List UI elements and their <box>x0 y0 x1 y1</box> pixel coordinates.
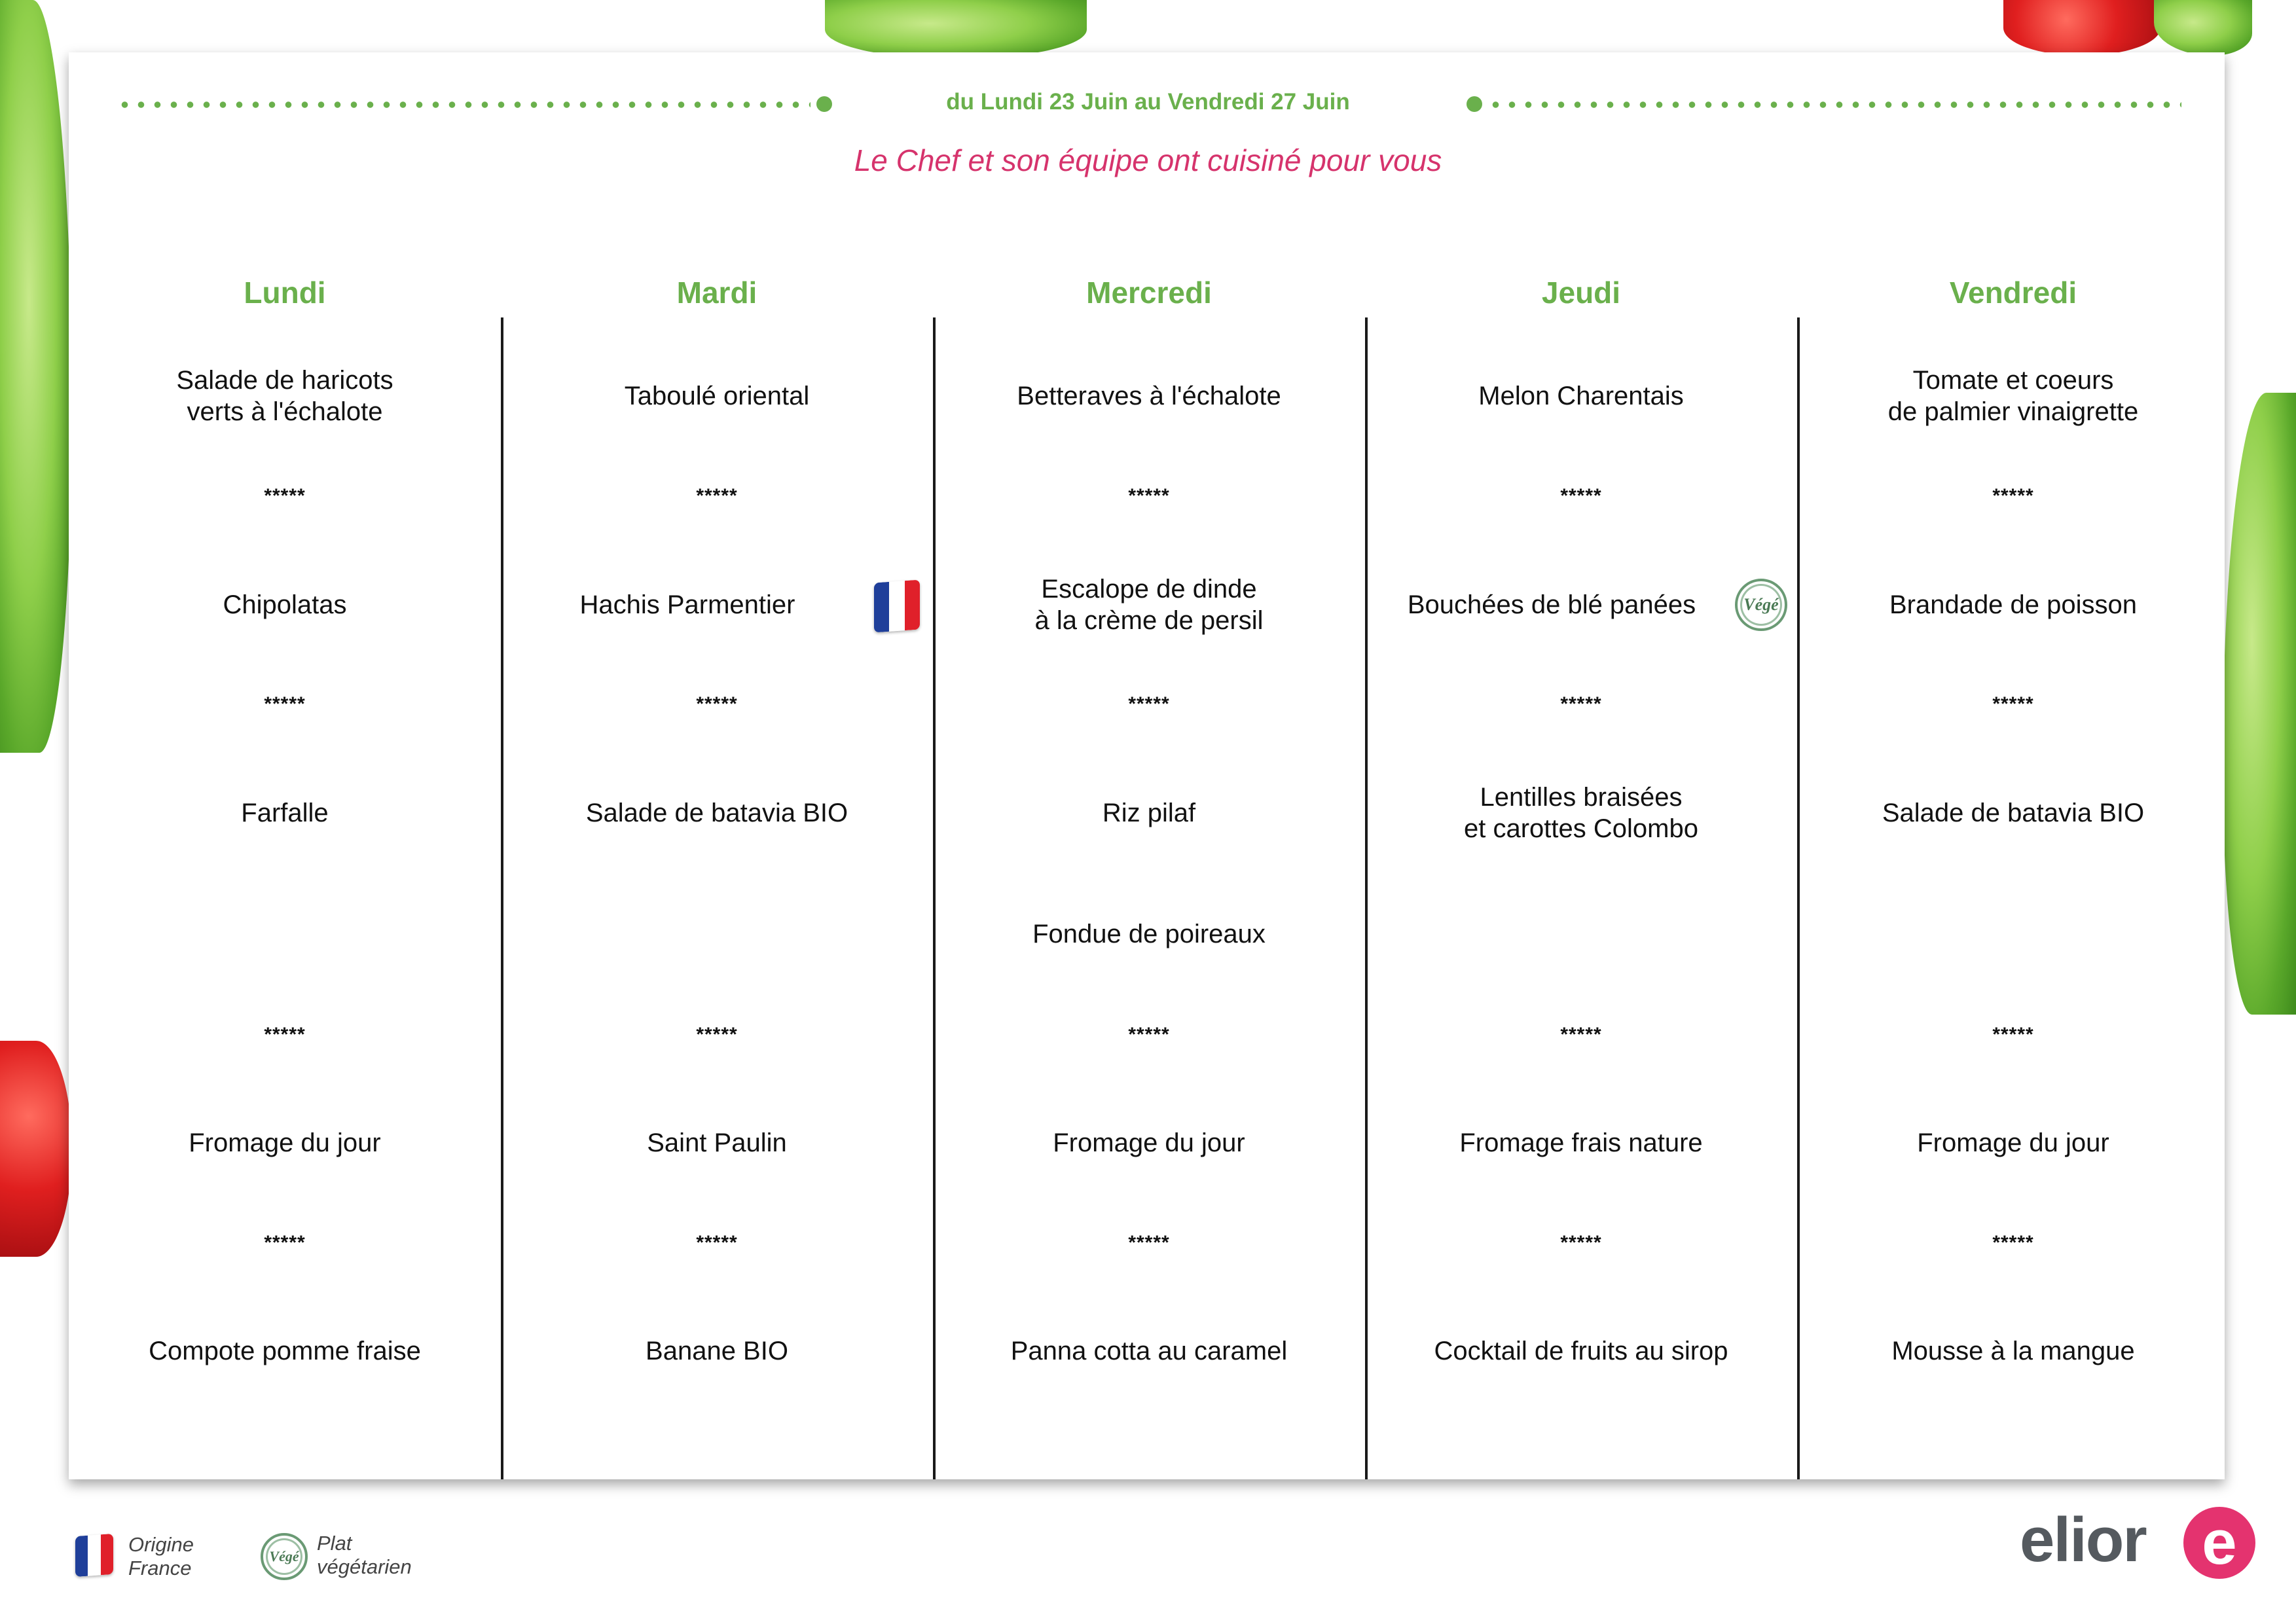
course-separator: ***** <box>1128 693 1170 715</box>
legend-vegetarian-icon: Végé <box>261 1533 308 1580</box>
menu-item-accompagnement: Farfalle <box>241 799 329 827</box>
menu-item-accompagnement: Salade de batavia BIO <box>585 799 848 827</box>
legend-vege-label <box>317 1532 412 1579</box>
course-separator: ***** <box>264 485 306 507</box>
lettuce-top-decoration <box>825 0 1087 59</box>
day-header-lundi: Lundi <box>244 276 326 310</box>
legend-origine-line2: France <box>128 1557 192 1579</box>
course-separator: ***** <box>1560 1232 1602 1254</box>
menu-card <box>69 52 2225 1479</box>
day-header-mercredi: Mercredi <box>1086 276 1212 310</box>
legend-origine-line1: Origine <box>128 1533 194 1556</box>
menu-item-dessert: Cocktail de fruits au sirop <box>1434 1337 1728 1365</box>
menu-item-entree: Taboulé oriental <box>624 382 810 410</box>
menu-item-dessert: Mousse à la mangue <box>1891 1337 2135 1365</box>
course-separator: ***** <box>1992 693 2034 715</box>
menu-item-dessert: Compote pomme fraise <box>149 1337 421 1365</box>
menu-item-plat: Hachis Parmentier <box>579 590 795 619</box>
course-separator: ***** <box>264 1024 306 1045</box>
strawberry-top-right-decoration <box>2003 0 2160 56</box>
elior-logo-mark: e <box>2183 1507 2255 1579</box>
course-separator: ***** <box>696 1232 738 1254</box>
page-subtitle: Le Chef et son équipe ont cuisiné pour vous <box>854 143 1442 177</box>
menu-item-accompagnement: Riz pilaf <box>1102 799 1196 827</box>
course-separator: ***** <box>1128 1232 1170 1254</box>
elior-logo-text: elior <box>2020 1505 2146 1575</box>
course-separator: ***** <box>1560 693 1602 715</box>
menu-item-plat: Brandade de poisson <box>1889 590 2138 619</box>
course-separator: ***** <box>1560 485 1602 507</box>
menu-item-dessert: Banane BIO <box>646 1337 788 1365</box>
course-separator: ***** <box>696 1024 738 1045</box>
day-header-mardi: Mardi <box>676 276 757 310</box>
menu-item-entree: Betteraves à l'échalote <box>1017 382 1281 410</box>
menu-item-plat: Escalope de dinde à la crème de persil <box>1034 575 1264 635</box>
week-range: du Lundi 23 Juin au Vendredi 27 Juin <box>946 89 1350 115</box>
course-separator: ***** <box>1992 1232 2034 1254</box>
course-separator: ***** <box>1992 1024 2034 1045</box>
menu-item-plat: Chipolatas <box>223 590 347 619</box>
course-separator: ***** <box>264 1232 306 1254</box>
day-header-jeudi: Jeudi <box>1541 276 1621 310</box>
legend-vege-line2: végétarien <box>317 1555 412 1578</box>
menu-item-entree: Melon Charentais <box>1478 382 1684 410</box>
menu-item-accompagnement2: Fondue de poireaux <box>1032 920 1266 948</box>
menu-item-fromage: Fromage frais nature <box>1459 1128 1703 1157</box>
menu-item-accompagnement: Lentilles braisées et carottes Colombo <box>1464 783 1698 843</box>
course-separator: ***** <box>1128 1024 1170 1045</box>
menu-item-entree: Salade de haricots verts à l'échalote <box>176 366 393 426</box>
course-separator: ***** <box>1560 1024 1602 1045</box>
menu-item-accompagnement: Salade de batavia BIO <box>1882 799 2145 827</box>
day-header-vendredi: Vendredi <box>1949 276 2077 310</box>
legend-vege-line1: Plat <box>317 1532 352 1555</box>
column-divider <box>1365 317 1368 1479</box>
column-divider <box>501 317 503 1479</box>
vegetarian-badge-icon: Végé <box>1735 579 1787 631</box>
column-divider <box>933 317 936 1479</box>
course-separator: ***** <box>1992 485 2034 507</box>
column-divider <box>1797 317 1800 1479</box>
menu-item-fromage: Fromage du jour <box>1917 1128 2109 1157</box>
legend-origine-label <box>128 1533 194 1580</box>
menu-item-dessert: Panna cotta au caramel <box>1010 1337 1288 1365</box>
menu-item-entree: Tomate et coeurs de palmier vinaigrette <box>1887 366 2139 426</box>
origine-france-flag-icon <box>874 580 920 633</box>
lettuce-top-right-decoration <box>2154 0 2252 56</box>
menu-item-fromage: Saint Paulin <box>647 1128 787 1157</box>
menu-item-plat: Bouchées de blé panées <box>1407 590 1696 619</box>
lettuce-right-decoration <box>2223 393 2296 1015</box>
legend-flag-icon <box>75 1534 113 1577</box>
strawberry-left-decoration <box>0 1041 72 1257</box>
course-separator: ***** <box>264 693 306 715</box>
course-separator: ***** <box>696 693 738 715</box>
course-separator: ***** <box>1128 485 1170 507</box>
course-separator: ***** <box>696 485 738 507</box>
menu-item-fromage: Fromage du jour <box>189 1128 381 1157</box>
menu-item-fromage: Fromage du jour <box>1053 1128 1245 1157</box>
